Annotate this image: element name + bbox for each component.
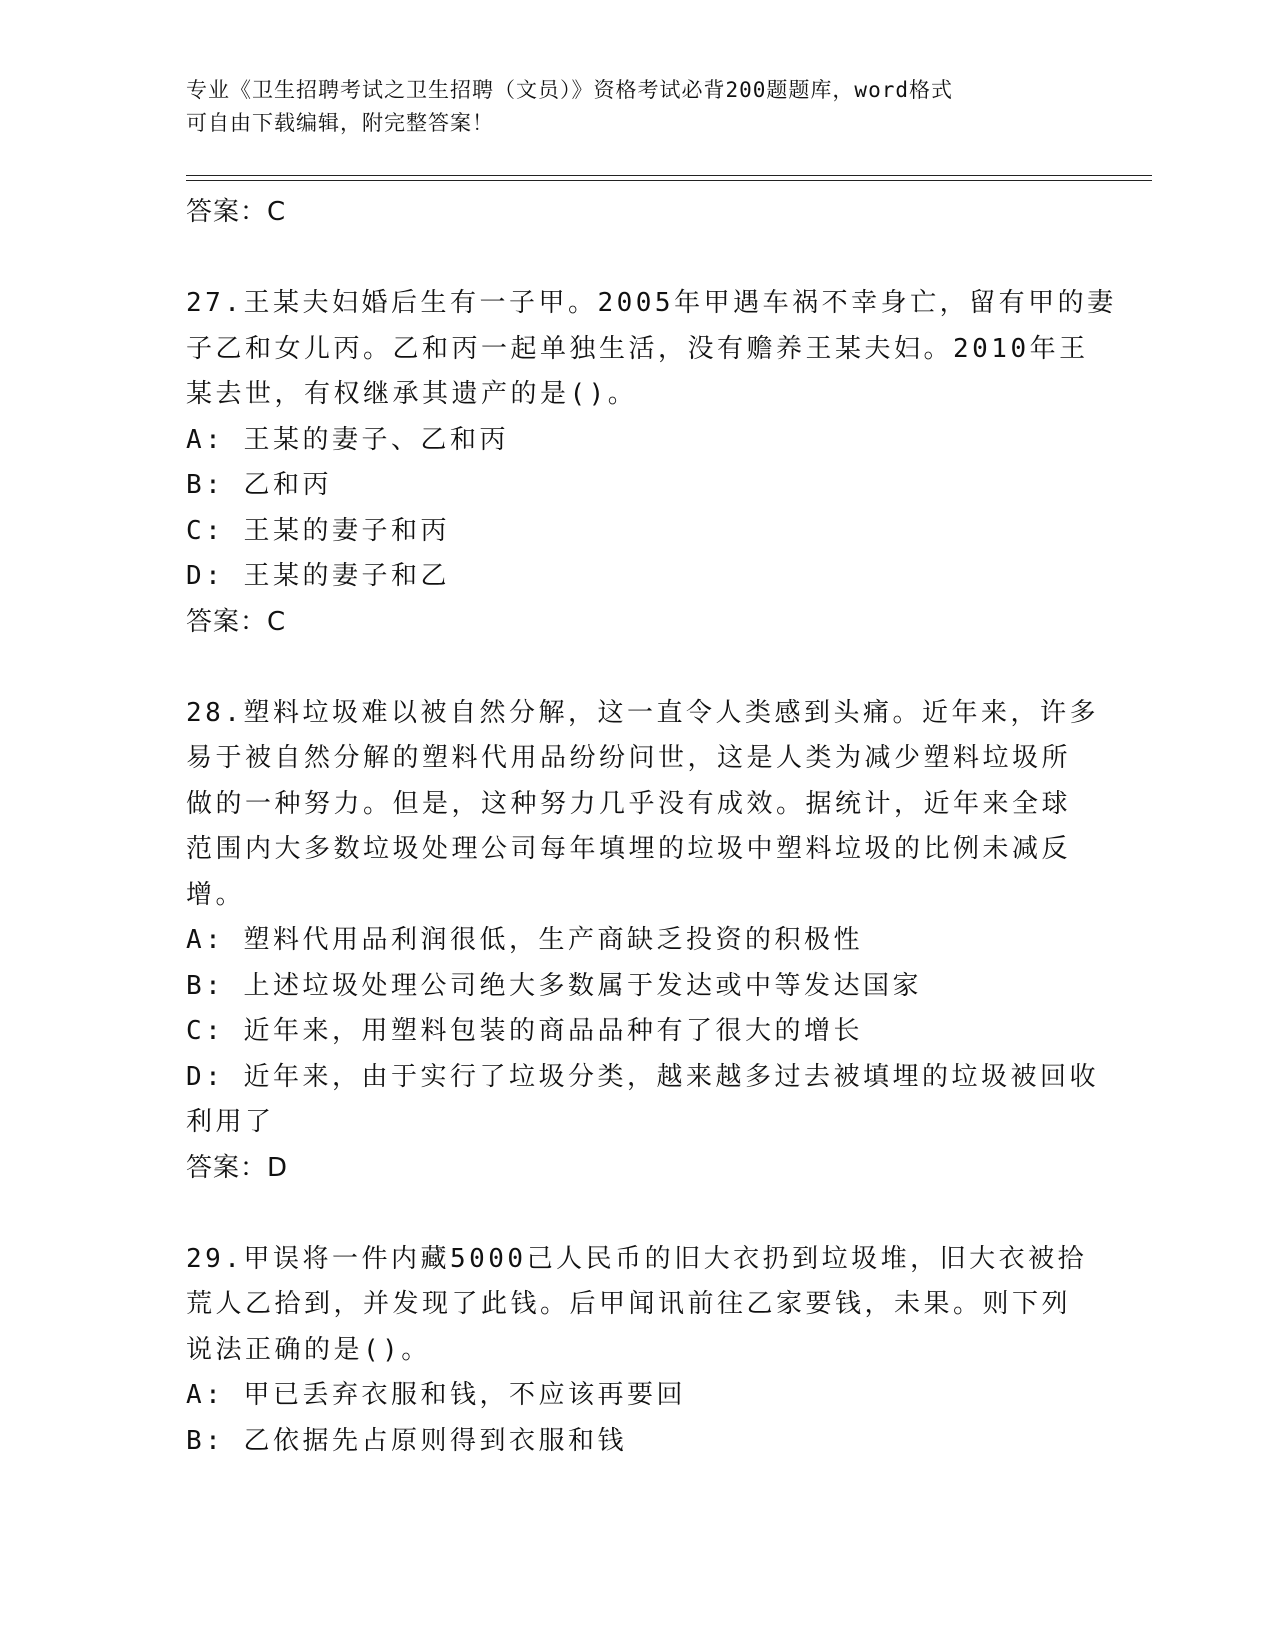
option-a: A: 塑料代用品利润很低，生产商缺乏投资的积极性 (186, 925, 863, 955)
page-header (186, 74, 1066, 140)
question-stem-line: 某去世，有权继承其遗产的是()。 (186, 379, 638, 409)
answer: 答案：D (186, 1152, 289, 1183)
option-c: C: 近年来，用塑料包装的商品品种有了很大的增长 (186, 1016, 863, 1046)
question-stem-line: 做的一种努力。但是，这种努力几乎没有成效。据统计，近年来全球 (186, 788, 1072, 819)
question-stem-line: 范围内大多数垃圾处理公司每年填埋的垃圾中塑料垃圾的比例未减反 (186, 834, 1072, 864)
header-line-2: 可自由下载编辑，附完整答案！ (186, 111, 494, 135)
previous-answer: 答案：C (186, 197, 287, 227)
option-a: A: 王某的妻子、乙和丙 (186, 424, 509, 455)
option-b: B: 上述垃圾处理公司绝大多数属于发达或中等发达国家 (186, 970, 922, 1001)
question-stem-line: 28.塑料垃圾难以被自然分解，这一直令人类感到头痛。近年来，许多 (186, 697, 1099, 728)
header-rule-top (186, 175, 1152, 176)
question-list (186, 190, 1117, 1464)
question-stem-line: 27.王某夫妇婚后生有一子甲。2005年甲遇车祸不幸身亡，留有甲的妻 (186, 288, 1117, 318)
question-stem-line: 说法正确的是()。 (186, 1334, 431, 1365)
option-b: B: 乙依据先占原则得到衣服和钱 (186, 1425, 627, 1456)
option-a: A: 甲已丢弃衣服和钱，不应该再要回 (186, 1380, 686, 1410)
header-line-1: 专业《卫生招聘考试之卫生招聘（文员）》资格考试必背200题题库，word格式 (186, 78, 953, 102)
question-27 (186, 281, 1117, 645)
option-b: B: 乙和丙 (186, 470, 332, 500)
question-stem-line: 荒人乙拾到，并发现了此钱。后甲闻讯前往乙家要钱，未果。则下列 (186, 1289, 1072, 1319)
question-stem-line: 29.甲误将一件内藏5000己人民币的旧大衣扔到垃圾堆，旧大衣被拾 (186, 1243, 1088, 1274)
question-28 (186, 691, 1099, 1192)
header-rule-bottom (186, 180, 1152, 181)
question-stem-line: 子乙和女儿丙。乙和丙一起单独生活，没有赡养王某夫妇。2010年王 (186, 333, 1089, 364)
question-29 (186, 1237, 1086, 1465)
option-d: D: 近年来，由于实行了垃圾分类，越来越多过去被填埋的垃圾被回收 (186, 1061, 1099, 1092)
question-stem-line: 易于被自然分解的塑料代用品纷纷问世，这是人类为减少塑料垃圾所 (186, 743, 1072, 773)
option-d: D: 王某的妻子和乙 (186, 561, 450, 591)
question-stem-line: 增。 (186, 879, 246, 910)
option-d-continued: 利用了 (186, 1107, 275, 1137)
answer: 答案：C (186, 606, 287, 637)
option-c: C: 王某的妻子和丙 (186, 515, 450, 546)
